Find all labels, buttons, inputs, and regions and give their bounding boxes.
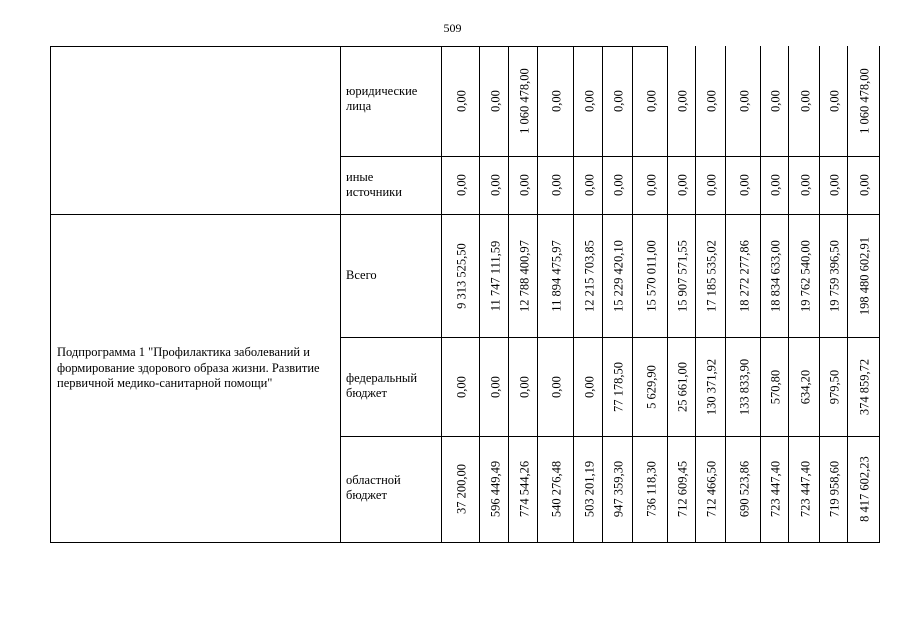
row-label-line: лица bbox=[346, 99, 372, 113]
value-cell: 712 466,50 bbox=[704, 460, 719, 518]
value-cell: 0,00 bbox=[549, 90, 564, 112]
column-separator bbox=[847, 46, 848, 543]
page-number: 509 bbox=[443, 21, 462, 35]
value-cell: 15 229 420,10 bbox=[611, 239, 626, 312]
row-separator bbox=[50, 214, 879, 215]
row-separator bbox=[340, 436, 879, 437]
value-cell: 11 894 475,97 bbox=[549, 239, 564, 312]
value-cell: 723 447,40 bbox=[768, 460, 783, 518]
value-cell: 0,00 bbox=[827, 174, 842, 196]
value-cell: 596 449,49 bbox=[488, 460, 502, 518]
row-label-line: юридические bbox=[346, 84, 418, 98]
value-cell: 15 570 011,00 bbox=[644, 239, 658, 312]
value-cell: 0,00 bbox=[454, 174, 469, 196]
row-label-line: источники bbox=[346, 185, 402, 199]
column-separator bbox=[441, 46, 442, 543]
value-cell: 736 118,30 bbox=[644, 461, 658, 517]
value-cell: 0,00 bbox=[582, 90, 596, 112]
table-top-border bbox=[50, 46, 667, 47]
value-cell: 947 359,30 bbox=[611, 460, 626, 518]
value-cell: 25 661,00 bbox=[675, 361, 690, 412]
row-separator bbox=[340, 337, 879, 338]
row-label bbox=[346, 84, 417, 114]
table-bottom-border bbox=[50, 542, 879, 543]
value-cell: 0,00 bbox=[582, 375, 596, 398]
value-cell: 0,00 bbox=[549, 375, 564, 398]
value-cell: 712 609,45 bbox=[675, 460, 690, 518]
value-cell: 0,00 bbox=[675, 174, 690, 196]
column-separator bbox=[479, 46, 480, 543]
value-cell: 690 523,86 bbox=[737, 460, 751, 518]
value-cell: 0,00 bbox=[737, 174, 751, 196]
value-cell: 0,00 bbox=[798, 90, 812, 112]
value-cell: 634,20 bbox=[798, 369, 812, 404]
column-separator bbox=[340, 46, 341, 543]
value-cell: 9 313 525,50 bbox=[454, 242, 469, 309]
value-cell: 5 629,90 bbox=[644, 364, 658, 409]
value-cell: 0,00 bbox=[644, 90, 658, 112]
row-label-line: бюджет bbox=[346, 488, 387, 502]
value-cell: 18 272 277,86 bbox=[737, 239, 751, 312]
value-cell: 0,00 bbox=[582, 174, 596, 196]
value-cell: 0,00 bbox=[488, 375, 502, 398]
row-label-line: областной bbox=[346, 473, 401, 487]
value-cell: 1 060 478,00 bbox=[857, 68, 872, 134]
value-cell: 12 788 400,97 bbox=[517, 239, 531, 312]
row-label-line: Всего bbox=[346, 268, 377, 282]
value-cell: 0,00 bbox=[517, 375, 531, 398]
value-cell: 979,50 bbox=[827, 369, 842, 404]
value-cell: 0,00 bbox=[644, 174, 658, 196]
value-cell: 374 859,72 bbox=[857, 358, 872, 415]
value-cell: 198 480 602,91 bbox=[857, 236, 872, 315]
value-cell: 77 178,50 bbox=[611, 361, 626, 412]
value-cell: 19 762 540,00 bbox=[798, 239, 812, 312]
value-cell: 719 958,60 bbox=[827, 460, 842, 518]
value-cell: 0,00 bbox=[675, 90, 690, 112]
value-cell: 723 447,40 bbox=[798, 460, 812, 518]
row-label bbox=[346, 170, 402, 200]
column-separator bbox=[695, 46, 696, 543]
column-separator bbox=[537, 46, 538, 543]
column-separator bbox=[788, 46, 789, 543]
value-cell: 17 185 535,02 bbox=[704, 239, 719, 312]
row-label bbox=[346, 473, 401, 503]
value-cell: 0,00 bbox=[454, 375, 469, 398]
value-cell: 0,00 bbox=[611, 90, 626, 112]
row-label-line: иные bbox=[346, 170, 374, 184]
value-cell: 570,80 bbox=[768, 369, 783, 404]
program-title: Подпрограмма 1 "Профилактика заболеваний и формирование здорового образа жизни. Развитие первичной медико-санитарной помощи" bbox=[57, 345, 320, 390]
value-cell: 133 833,90 bbox=[737, 358, 751, 415]
row-label bbox=[346, 371, 417, 401]
row-label-line: бюджет bbox=[346, 386, 387, 400]
value-cell: 130 371,92 bbox=[704, 358, 719, 415]
value-cell: 11 747 111,59 bbox=[488, 240, 502, 311]
column-separator bbox=[667, 46, 668, 543]
column-separator bbox=[760, 46, 761, 543]
value-cell: 0,00 bbox=[549, 174, 564, 196]
value-cell: 0,00 bbox=[737, 90, 751, 112]
value-cell: 0,00 bbox=[517, 174, 531, 196]
value-cell: 37 200,00 bbox=[454, 464, 469, 514]
value-cell: 0,00 bbox=[768, 90, 783, 112]
value-cell: 0,00 bbox=[454, 90, 469, 112]
column-separator bbox=[573, 46, 574, 543]
value-cell: 0,00 bbox=[857, 174, 872, 196]
value-cell: 1 060 478,00 bbox=[517, 68, 531, 134]
column-separator bbox=[508, 46, 509, 543]
row-label-line: федеральный bbox=[346, 371, 418, 385]
column-separator bbox=[602, 46, 603, 543]
value-cell: 19 759 396,50 bbox=[827, 239, 842, 312]
table-left-border bbox=[50, 46, 51, 543]
value-cell: 18 834 633,00 bbox=[768, 239, 783, 312]
value-cell: 0,00 bbox=[798, 174, 812, 196]
row-separator bbox=[340, 156, 879, 157]
value-cell: 0,00 bbox=[704, 90, 719, 112]
value-cell: 774 544,26 bbox=[517, 460, 531, 518]
value-cell: 8 417 602,23 bbox=[857, 456, 872, 522]
value-cell: 0,00 bbox=[768, 174, 783, 196]
value-cell: 0,00 bbox=[488, 90, 502, 112]
column-separator bbox=[879, 46, 880, 543]
value-cell: 540 276,48 bbox=[549, 460, 564, 518]
value-cell: 0,00 bbox=[827, 90, 842, 112]
value-cell: 0,00 bbox=[488, 174, 502, 196]
value-cell: 0,00 bbox=[704, 174, 719, 196]
value-cell: 503 201,19 bbox=[582, 460, 596, 518]
column-separator bbox=[632, 46, 633, 543]
value-cell: 15 907 571,55 bbox=[675, 239, 690, 312]
value-cell: 0,00 bbox=[611, 174, 626, 196]
column-separator bbox=[819, 46, 820, 543]
column-separator bbox=[725, 46, 726, 543]
value-cell: 12 215 703,85 bbox=[582, 239, 596, 312]
row-label bbox=[346, 268, 377, 283]
